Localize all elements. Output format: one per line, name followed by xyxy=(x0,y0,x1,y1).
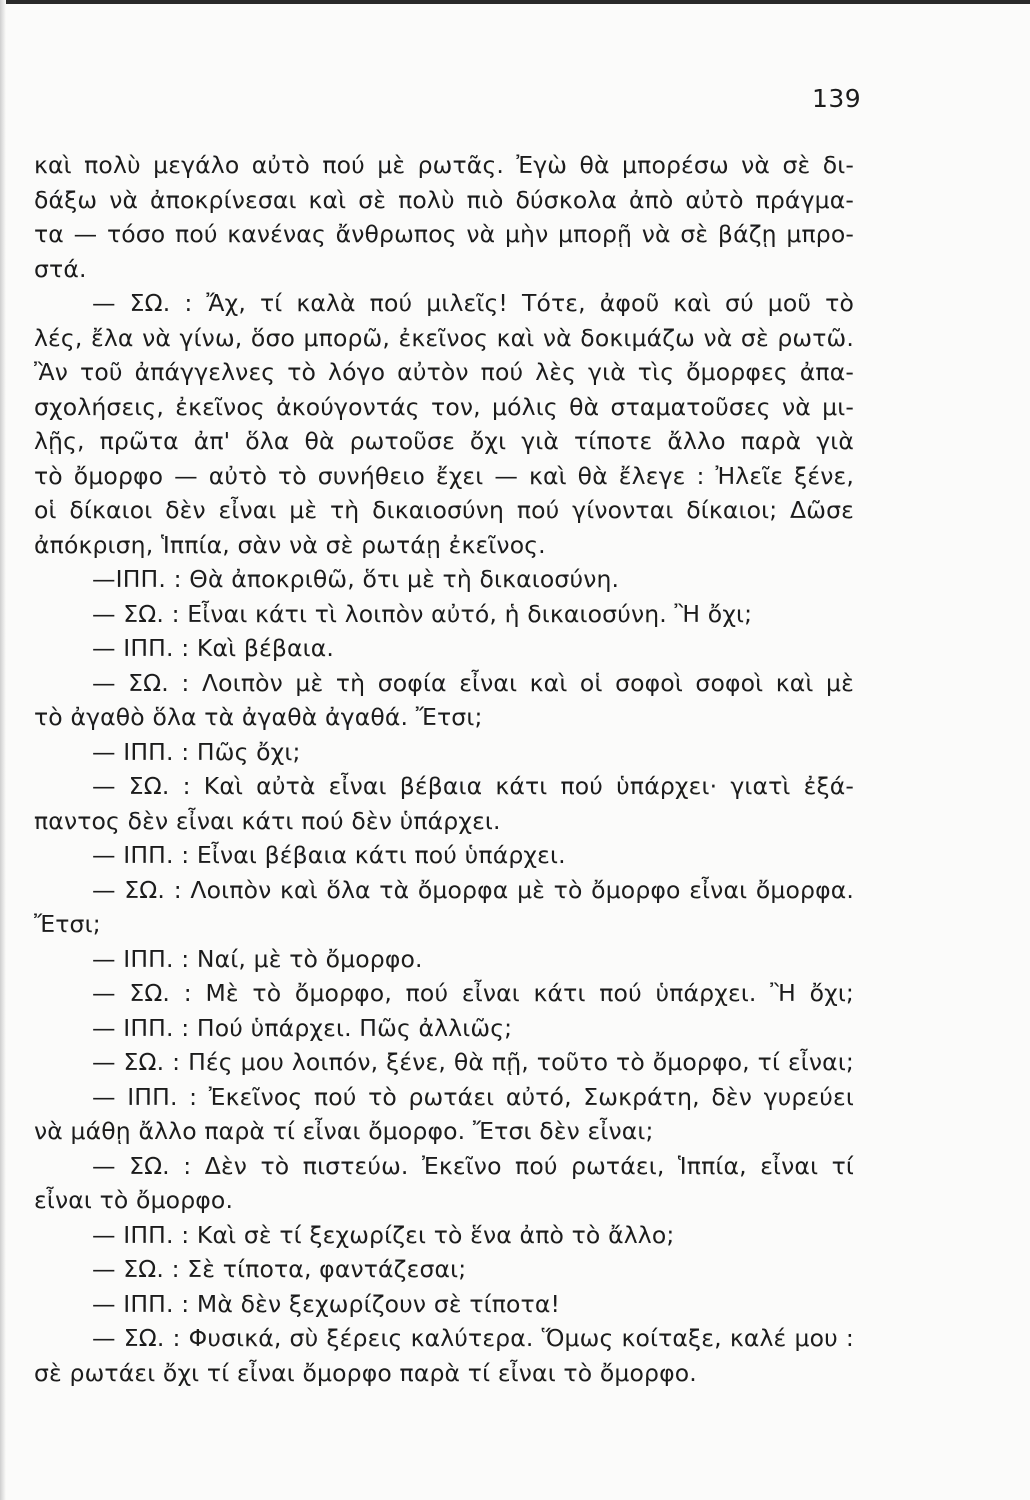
text-line: — ΣΩ. : Πές μου λοιπόν, ξένε, θὰ πῇ, τοῦτο τὸ ὄμορφο, τί εἶναι; xyxy=(92,1048,854,1076)
page-top-edge xyxy=(0,0,1030,4)
text-line: — ΙΠΠ. : Ναί, μὲ τὸ ὄμορφο. xyxy=(92,944,423,973)
text-line: οἱ δίκαιοι δὲν εἶναι μὲ τὴ δικαιοσύνη πού γίνονται δίκαιοι; Δῶσε xyxy=(34,496,854,524)
text-line: τὸ ἀγαθὸ ὅλα τὰ ἀγαθὰ ἀγαθά. Ἔτσι; xyxy=(34,703,483,731)
text-line: στά. xyxy=(34,254,87,283)
text-line: σὲ ρωτάει ὄχι τί εἶναι ὄμορφο παρὰ τί εἶναι τὸ ὄμορφο. xyxy=(34,1358,697,1387)
text-line: — ΣΩ. : Λοιπὸν καὶ ὅλα τὰ ὄμορφα μὲ τὸ ὄμορφο εἶναι ὄμορφα. xyxy=(92,875,854,904)
text-line: Ἂν τοῦ ἀπάγγελνες τὸ λόγο αὐτὸν πού λὲς γιὰ τὶς ὄμορφες ἀπα- xyxy=(34,358,854,386)
text-line: τα — τόσο πού κανένας ἄνθρωπος νὰ μὴν μπορῇ νὰ σὲ βάζῃ μπρο- xyxy=(34,220,854,248)
text-line: εἶναι τὸ ὄμορφο. xyxy=(34,1186,234,1214)
text-line: σχολήσεις, ἐκεῖνος ἀκούγοντάς τον, μόλις θὰ σταματοῦσες νὰ μι- xyxy=(34,392,854,421)
text-line: — ΣΩ. : Μὲ τὸ ὄμορφο, πού εἶναι κάτι πού ὑπάρχει. Ἢ ὄχι; xyxy=(92,979,854,1007)
text-line: — ΙΠΠ. : Εἶναι βέβαια κάτι πού ὑπάρχει. xyxy=(92,841,566,869)
text-line: παντος δὲν εἶναι κάτι πού δὲν ὑπάρχει. xyxy=(34,806,501,835)
text-line: — ΣΩ. : Λοιπὸν μὲ τὴ σοφία εἶναι καὶ οἱ σοφοὶ σοφοὶ καὶ μὲ xyxy=(92,668,854,697)
text-line: Ἔτσι; xyxy=(34,910,101,938)
text-line: — ΙΠΠ. : Μὰ δὲν ξεχωρίζουν σὲ τίποτα! xyxy=(92,1289,561,1318)
text-line: — ΣΩ. : Καὶ αὐτὰ εἶναι βέβαια κάτι πού ὑπάρχει· γιατὶ ἐξά- xyxy=(92,772,854,800)
text-line: — ΣΩ. : Δὲν τὸ πιστεύω. Ἐκεῖνο πού ρωτάει, Ἱππία, εἶναι τί xyxy=(92,1151,854,1180)
text-line: — ΣΩ. : Ἄχ, τί καλὰ πού μιλεῖς! Τότε, ἀφοῦ καὶ σύ μοῦ τὸ xyxy=(92,289,854,317)
body-text xyxy=(34,148,854,1390)
text-line: — ΙΠΠ. : Ἐκεῖνος πού τὸ ρωτάει αὐτό, Σωκράτη, δὲν γυρεύει xyxy=(92,1082,854,1111)
text-line: — ΙΠΠ. : Πῶς ὄχι; xyxy=(92,737,301,766)
text-line: δάξω νὰ ἀποκρίνεσαι καὶ σὲ πολὺ πιὸ δύσκολα ἀπὸ αὐτὸ πράγμα- xyxy=(34,185,854,214)
page-left-shadow xyxy=(0,0,6,1500)
text-line: λές, ἔλα νὰ γίνω, ὅσο μπορῶ, ἐκεῖνος καὶ νὰ δοκιμάζω νὰ σὲ ρωτῶ. xyxy=(34,323,854,352)
text-line: — ΣΩ. : Φυσικά, σὺ ξέρεις καλύτερα. Ὅμως κοίταξε, καλέ μου : xyxy=(92,1324,854,1352)
text-line: —ΙΠΠ. : Θὰ ἀποκριθῶ, ὅτι μὲ τὴ δικαιοσύνη. xyxy=(92,565,620,593)
text-line: — ΙΠΠ. : Πού ὑπάρχει. Πῶς ἀλλιῶς; xyxy=(92,1013,513,1042)
text-line: τὸ ὄμορφο — αὐτὸ τὸ συνήθειο ἔχει — καὶ θὰ ἔλεγε : Ἠλεῖε ξένε, xyxy=(34,461,854,490)
text-line: λῇς, πρῶτα ἀπ' ὅλα θὰ ρωτοῦσε ὄχι γιὰ τίποτε ἄλλο παρὰ γιὰ xyxy=(34,427,854,455)
text-line: — ΣΩ. : Εἶναι κάτι τὶ λοιπὸν αὐτό, ἡ δικαιοσύνη. Ἢ ὄχι; xyxy=(92,599,753,628)
text-line: — ΣΩ. : Σὲ τίποτα, φαντάζεσαι; xyxy=(92,1255,467,1283)
text-line: καὶ πολὺ μεγάλο αὐτὸ πού μὲ ρωτᾶς. Ἐγὼ θὰ μπορέσω νὰ σὲ δι- xyxy=(34,151,854,179)
text-line: ἀπόκριση, Ἱππία, σὰν νὰ σὲ ρωτάῃ ἐκεῖνος. xyxy=(34,530,546,559)
text-line: — ΙΠΠ. : Καὶ βέβαια. xyxy=(92,634,334,662)
page-number: 139 xyxy=(812,84,862,113)
text-line: — ΙΠΠ. : Καὶ σὲ τί ξεχωρίζει τὸ ἕνα ἀπὸ τὸ ἄλλο; xyxy=(92,1220,675,1249)
text-line: νὰ μάθῃ ἄλλο παρὰ τί εἶναι ὄμορφο. Ἔτσι δὲν εἶναι; xyxy=(34,1117,654,1145)
